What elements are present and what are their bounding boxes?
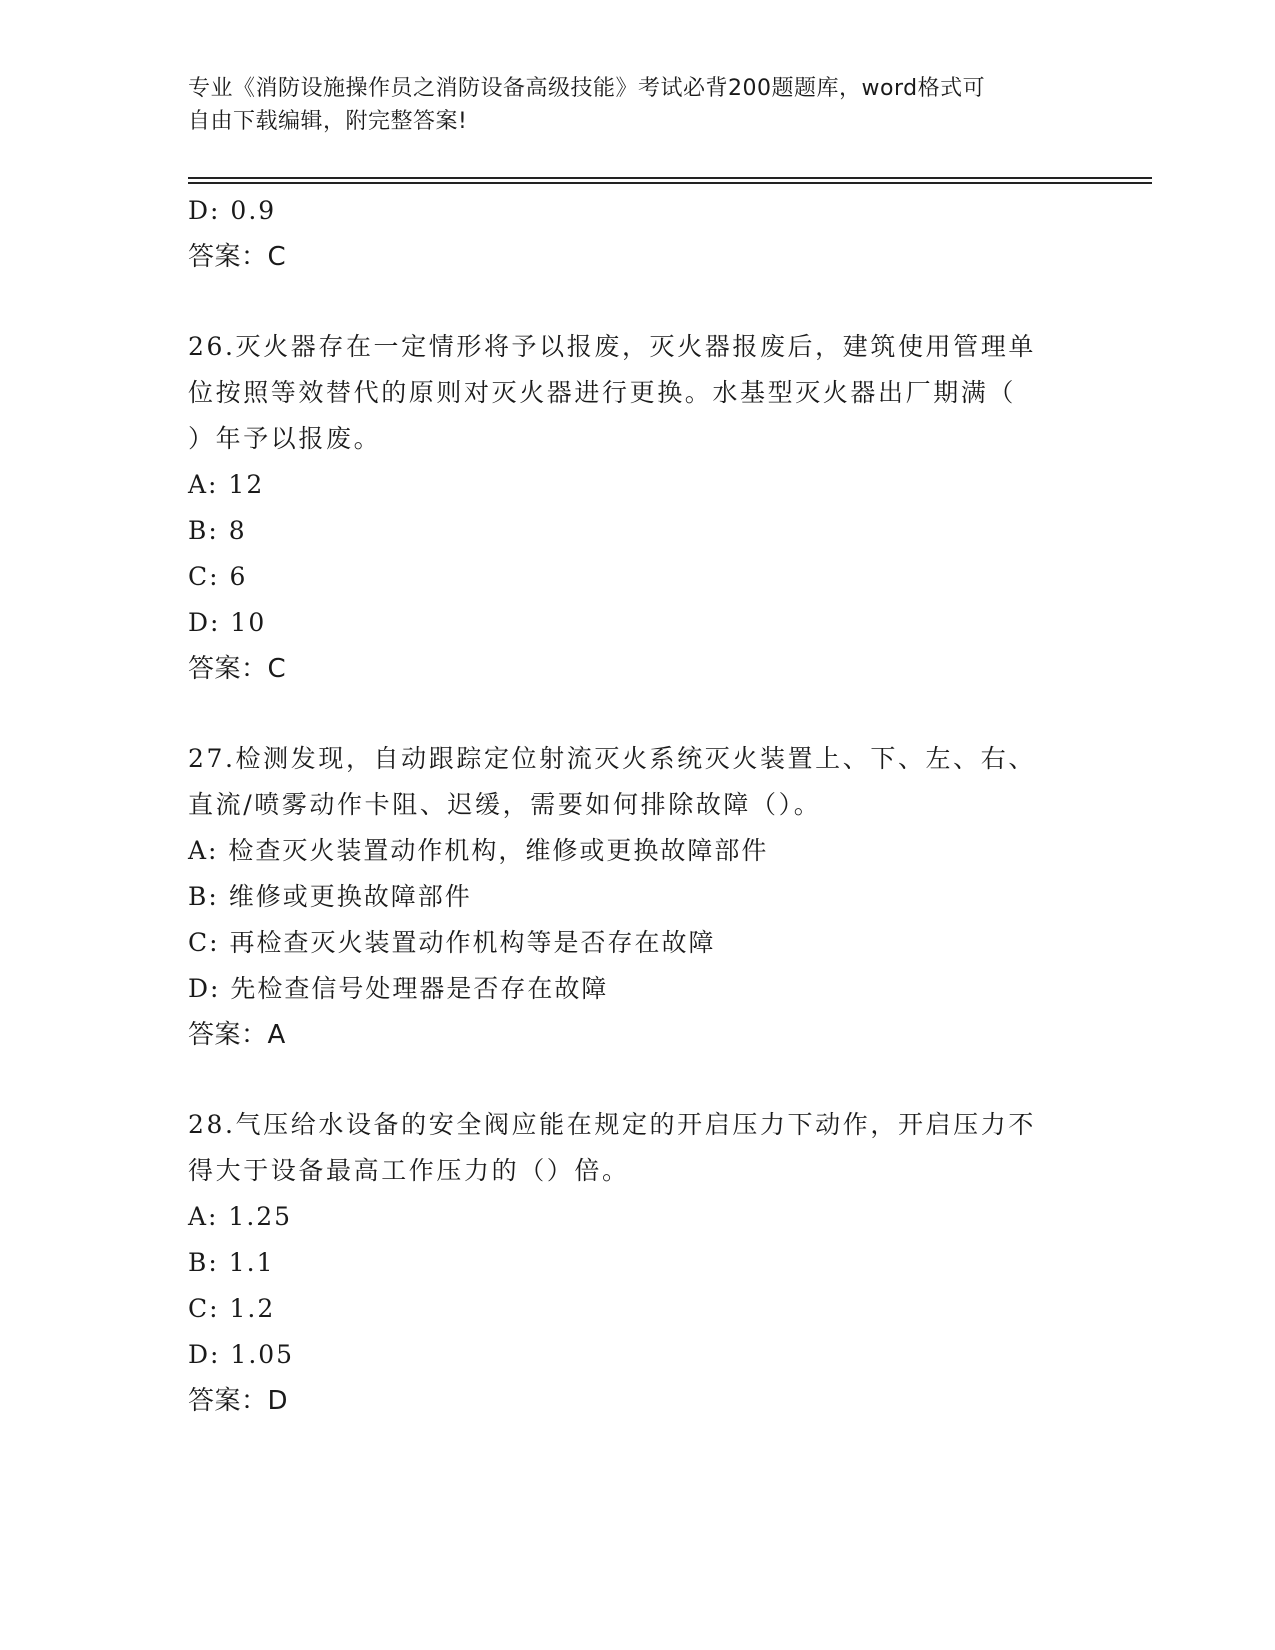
option-d: D: 10: [188, 608, 267, 637]
option-a: A: 1.25: [188, 1202, 293, 1231]
question-text-line: ）年予以报废。: [188, 424, 382, 453]
option-d: D: 1.05: [188, 1340, 295, 1369]
question-text-line: 26.灭火器存在一定情形将予以报废，灭火器报废后，建筑使用管理单: [188, 332, 1036, 361]
answer-line: 答案：D: [188, 1386, 289, 1416]
question-28: [188, 1102, 1088, 1424]
option-d: D: 0.9: [188, 196, 277, 225]
answer-line: 答案：C: [188, 242, 287, 272]
question-text-line: 得大于设备最高工作压力的（）倍。: [188, 1156, 630, 1185]
option-c: C: 再检查灭火装置动作机构等是否存在故障: [188, 928, 716, 957]
question-list: [188, 188, 1088, 1424]
question-text-line: 28.气压给水设备的安全阀应能在规定的开启压力下动作，开启压力不: [188, 1110, 1036, 1139]
header-divider-bottom: [188, 182, 1152, 184]
previous-question-tail: [188, 188, 1088, 280]
header-divider-top: [188, 177, 1152, 179]
option-c: C: 1.2: [188, 1294, 276, 1323]
answer-line: 答案：C: [188, 654, 287, 684]
document-header: [188, 72, 1068, 138]
question-text-line: 位按照等效替代的原则对灭火器进行更换。水基型灭火器出厂期满（: [188, 378, 1017, 407]
option-a: A: 12: [188, 470, 265, 499]
option-b: B: 1.1: [188, 1248, 275, 1277]
question-26: [188, 324, 1088, 692]
option-b: B: 8: [188, 516, 247, 545]
question-27: [188, 736, 1088, 1058]
header-line-1: 专业《消防设施操作员之消防设备高级技能》考试必背200题题库，word格式可: [188, 76, 986, 101]
question-text-line: 直流/喷雾动作卡阻、迟缓，需要如何排除故障（）。: [188, 790, 822, 819]
option-a: A: 检查灭火装置动作机构，维修或更换故障部件: [188, 836, 769, 865]
option-b: B: 维修或更换故障部件: [188, 882, 472, 911]
option-c: C: 6: [188, 562, 248, 591]
option-d: D: 先检查信号处理器是否存在故障: [188, 974, 609, 1003]
question-text-line: 27.检测发现，自动跟踪定位射流灭火系统灭火装置上、下、左、右、: [188, 744, 1036, 773]
header-line-2: 自由下载编辑，附完整答案!: [188, 109, 468, 134]
answer-line: 答案：A: [188, 1020, 286, 1050]
